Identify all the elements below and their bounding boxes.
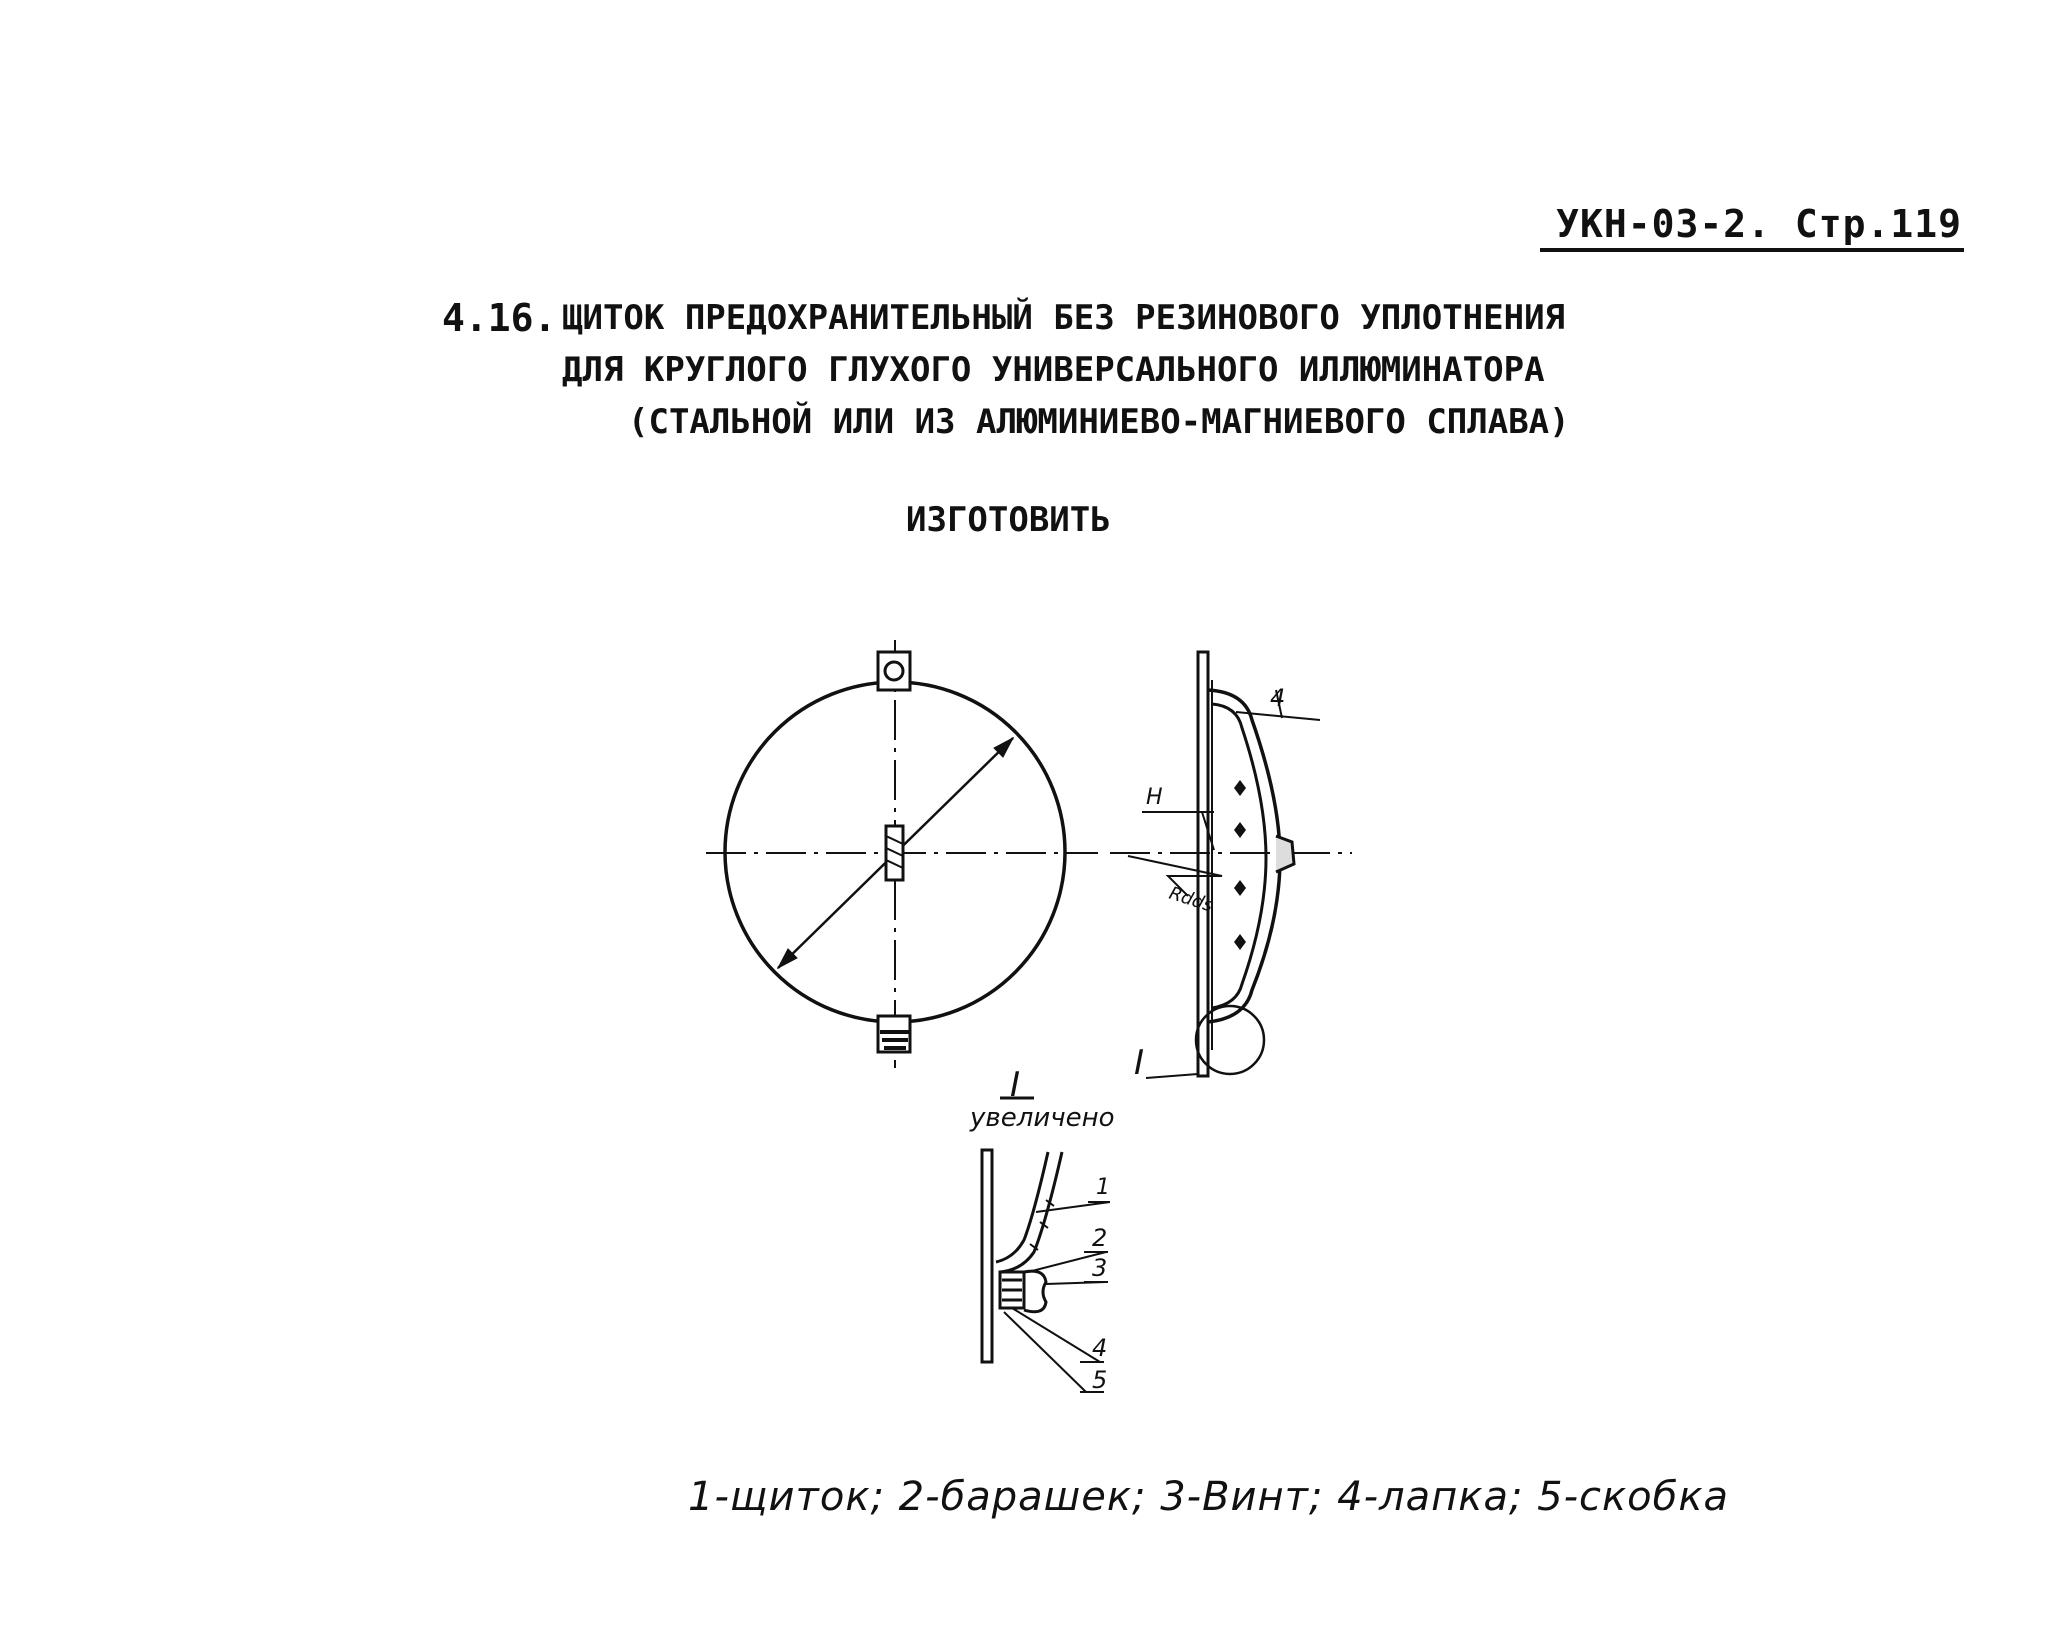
detail-marker-label: I xyxy=(1134,1043,1145,1083)
parts-legend: 1-щиток; 2-барашек; 3-Винт; 4-лапка; 5-скобка xyxy=(688,1474,1729,1520)
callout-4: 4 xyxy=(1092,1334,1108,1362)
page-reference: УКН-03-2. Стр.119 xyxy=(1540,202,1964,252)
callout-3: 3 xyxy=(1092,1254,1108,1282)
detail-title-marker: I xyxy=(1010,1065,1021,1105)
section-number: 4.16. xyxy=(442,296,557,340)
weld-mark-label: Rdds xyxy=(1166,882,1216,917)
title-line-2: ДЛЯ КРУГЛОГО ГЛУХОГО УНИВЕРСАЛЬНОГО ИЛЛЮМИНАТОРА xyxy=(562,350,1545,390)
detail-shell-outer xyxy=(1000,1152,1062,1272)
callout-5-leader xyxy=(1004,1312,1086,1392)
detail-wingnut xyxy=(1024,1271,1046,1312)
title-line-1: ЩИТОК ПРЕДОХРАНИТЕЛЬНЫЙ БЕЗ РЕЗИНОВОГО УПЛОТНЕНИЯ xyxy=(562,298,1566,338)
callout-1: 1 xyxy=(1096,1175,1110,1200)
side-view xyxy=(1110,652,1352,1083)
detail-shell-inner xyxy=(996,1152,1048,1262)
dim-h-label: H xyxy=(1146,785,1163,810)
dome-inner xyxy=(1212,704,1266,1008)
detail-plate xyxy=(982,1150,992,1362)
manufacture-instruction: ИЗГОТОВИТЬ xyxy=(906,500,1111,540)
top-clamp xyxy=(878,652,910,690)
detail-caption: увеличено xyxy=(970,1103,1115,1133)
dome-marks xyxy=(1234,780,1246,950)
detail-leader xyxy=(1146,1074,1198,1078)
dome-knob xyxy=(1276,836,1294,872)
dim-4-line xyxy=(1236,712,1320,720)
callout-5: 5 xyxy=(1092,1366,1108,1394)
dome-outer xyxy=(1208,690,1280,1022)
dim-4-label: 4 xyxy=(1270,684,1286,712)
side-plate xyxy=(1198,652,1208,1076)
title-line-3: (СТАЛЬНОЙ ИЛИ ИЗ АЛЮМИНИЕВО-МАГНИЕВОГО СПЛАВА) xyxy=(628,402,1570,442)
callout-4-leader xyxy=(1012,1308,1100,1362)
detail-view xyxy=(969,1065,1115,1394)
callout-2: 2 xyxy=(1092,1224,1108,1252)
front-view xyxy=(706,640,1098,1068)
